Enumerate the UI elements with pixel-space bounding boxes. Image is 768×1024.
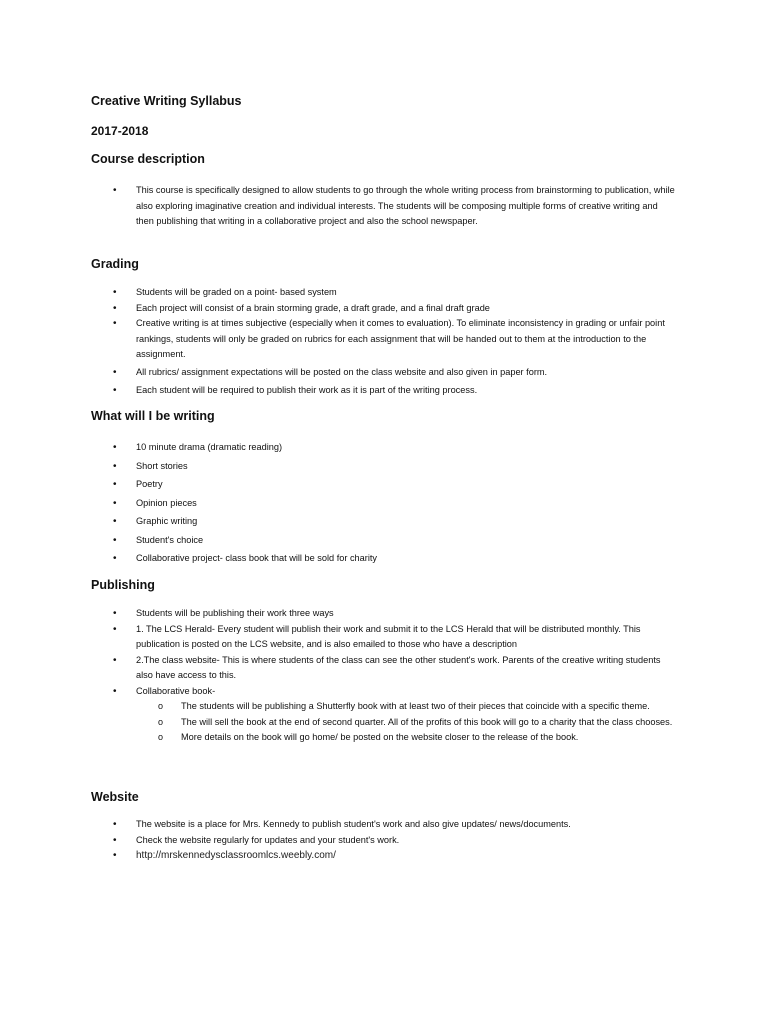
bullet-icon: •: [113, 534, 117, 546]
school-year: 2017-2018: [91, 124, 149, 138]
sub-list-item-text: More details on the book will go home/ be posted on the website closer to the release of the book.: [181, 732, 579, 742]
list-item: [0, 440, 768, 456]
bullet-icon: •: [113, 479, 117, 490]
list-item-text: Opinion pieces: [136, 497, 197, 508]
bullet-icon: •: [113, 460, 117, 472]
list-item-text: Graphic writing: [136, 516, 198, 526]
list-item: [0, 684, 768, 746]
bullet-icon: •: [113, 608, 117, 619]
bullet-icon: •: [113, 442, 117, 453]
list-item: [0, 496, 768, 512]
bullet-icon: •: [113, 516, 117, 527]
bullet-icon: •: [113, 685, 117, 697]
list-item: [0, 316, 768, 363]
list-item-text: Each student will be required to publish their work as it is part of the writing process.: [136, 385, 478, 395]
list-item-text: Students will be graded on a point- based system: [136, 287, 337, 297]
list-item: [0, 285, 768, 301]
list-item-text: Check the website regularly for updates and your student's work.: [136, 834, 400, 845]
list-item-text: 2.The class website- This is where students of the class can see the other student's work. Parents of the creative writing students also have access to this.: [136, 654, 661, 680]
grading-heading: Grading: [91, 257, 139, 271]
bullet-icon: •: [113, 654, 117, 666]
course-description-heading: Course description: [91, 152, 205, 166]
list-item-text: The website is a place for Mrs. Kennedy to publish student's work and also give updates/ news/documents.: [136, 819, 571, 829]
document-title: Creative Writing Syllabus: [91, 94, 242, 108]
list-item-text: Each project will consist of a brain storming grade, a draft grade, and a final draft grade: [136, 302, 490, 313]
list-item-text: Student's choice: [136, 534, 204, 545]
bullet-icon: •: [113, 834, 117, 846]
bullet-icon: •: [113, 385, 117, 396]
bullet-icon: •: [113, 623, 117, 635]
website-heading: Website: [91, 790, 139, 804]
bullet-icon: •: [113, 302, 117, 314]
bullet-icon: •: [113, 553, 117, 564]
circle-bullet-icon: o: [158, 716, 164, 727]
list-item-text: Creative writing is at times subjective (especially when it comes to evaluation). To eliminate inconsistency in grading or unfair point rankings, students will only be graded on rubrics for each assignment that will be handed out to them at the introduction to the assignment.: [136, 318, 665, 359]
list-item: [0, 477, 768, 493]
sub-list-item: [136, 730, 678, 746]
bullet-icon: •: [113, 366, 117, 378]
course-description-list: [0, 183, 768, 230]
list-item: [0, 533, 768, 549]
list-item: [0, 459, 768, 475]
sub-list-item: [136, 699, 678, 715]
list-item: [0, 183, 768, 230]
publishing-heading: Publishing: [91, 578, 155, 592]
bullet-icon: •: [113, 185, 117, 196]
list-item: [0, 514, 768, 530]
bullet-icon: •: [113, 497, 117, 509]
bullet-icon: •: [113, 287, 117, 298]
sub-list-item-text: The students will be publishing a Shutterfly book with at least two of their pieces that coincide with a specific theme.: [181, 701, 650, 711]
list-item-text: All rubrics/ assignment expectations will be posted on the class website and also given in paper form.: [136, 366, 548, 377]
sub-list-item: [136, 715, 678, 731]
list-item-text: 10 minute drama (dramatic reading): [136, 442, 283, 452]
list-item: [0, 606, 768, 622]
list-item: [0, 817, 768, 833]
list-item-text: Poetry: [136, 479, 163, 489]
list-item-text: This course is specifically designed to allow students to go through the whole writing process from brainstorming to publication, while also exploring imaginative creation and individual interests. The students will be composing multiple forms of creative writing and then publishing that writing in a collaborative project and also the school newspaper.: [136, 185, 675, 226]
list-item-text: Collaborative project- class book that will be sold for charity: [136, 553, 378, 563]
circle-bullet-icon: o: [158, 701, 164, 711]
list-item: [0, 365, 768, 381]
bullet-icon: •: [113, 819, 117, 830]
list-item: [0, 833, 768, 849]
list-item: [0, 653, 768, 684]
list-item: [0, 301, 768, 317]
list-item: [0, 848, 768, 864]
writing-list: [0, 440, 768, 567]
sub-list-item-text: The will sell the book at the end of second quarter. All of the profits of this book will go to a charity that the class chooses.: [181, 716, 673, 727]
website-list: [0, 817, 768, 864]
website-url: http://mrskennedysclassroomlcs.weebly.com/: [136, 850, 336, 861]
list-item-text: Students will be publishing their work three ways: [136, 608, 334, 618]
collaborative-book-sublist: [136, 699, 678, 746]
circle-bullet-icon: o: [158, 732, 164, 742]
bullet-icon: •: [113, 850, 117, 861]
list-item: [0, 383, 768, 399]
list-item-text: 1. The LCS Herald- Every student will publish their work and submit it to the LCS Herald that will be distributed monthly. This publication is posted on the LCS website, and is also emailed to those who have a description: [136, 623, 641, 649]
list-item-text: Short stories: [136, 460, 188, 471]
bullet-icon: •: [113, 318, 117, 329]
list-item: [0, 551, 768, 567]
list-item-text: Collaborative book-: [136, 685, 216, 696]
grading-list: [0, 285, 768, 399]
publishing-list: [0, 606, 768, 746]
list-item: [0, 622, 768, 653]
writing-heading: What will I be writing: [91, 409, 215, 423]
